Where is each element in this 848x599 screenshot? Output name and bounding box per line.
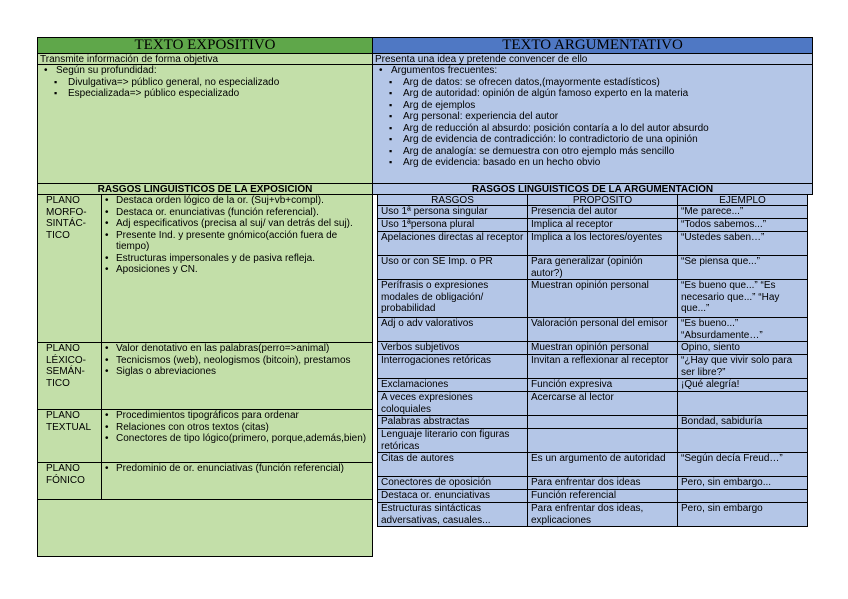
plane-features [101,194,373,343]
row-rasgo: Destaca or. enunciativas [377,489,528,503]
plane-feature-list [102,343,372,378]
row-rasgo: Uso 1ª persona singular [377,205,528,219]
row-proposito: Muestran opinión personal [527,279,678,318]
plane-feature-item: • Relaciones con otros textos (citas) [102,422,372,434]
row-ejemplo: “Ustedes saben…” [677,231,808,256]
plane-feature-list [102,195,372,276]
row-proposito: Acercarse al lector [527,391,678,416]
column-header: PROPÓSITO [527,194,678,206]
argument-item: ▪ Arg de evidencia de contradicción: lo contradictorio de una opinión [373,134,812,146]
row-ejemplo: Opino, siento [677,341,808,355]
argumentativo-title: TEXTO ARGUMENTATIVO [372,37,813,54]
plane-feature-item: • Tecnicismos (web), neologismos (bitcoin), prestamos [102,355,372,367]
row-ejemplo: “Es bueno que...” “Es necesario que...” “Hay que...” [677,279,808,318]
argument-item: ▪ Arg de autoridad: opinión de algún famoso experto en la materia [373,88,812,100]
argumentativo-rasgos-title: RASGOS LINGÜISTICOS DE LA ARGUMENTACIÓN [372,183,813,195]
row-proposito: Función expresiva [527,378,678,392]
plane-features [101,342,373,410]
row-ejemplo: “Todos sabemos...” [677,218,808,232]
expositivo-definition: Transmite información de forma objetiva [37,53,373,65]
row-ejemplo: “¿Hay que vivir solo para ser libre?” [677,354,808,379]
row-rasgo: Palabras abstractas [377,415,528,429]
plane-feature-item: • Predominio de or. enunciativas (función referencial) [102,463,372,475]
argument-item: ▪ Arg personal: experiencia del autor [373,111,812,123]
row-proposito: Invitan a reflexionar al receptor [527,354,678,379]
row-proposito: Para generalizar (opinión autor?) [527,255,678,280]
classification-item: ▪ Especializada=> público especializado [38,88,372,100]
classification-item: ▪ Divulgativa=> público general, no especializado [38,77,372,89]
plane-feature-item: • Presente Ind. y presente gnómico(acción fuera de tiempo) [102,230,372,253]
row-ejemplo: “Según decía Freud…” [677,452,808,477]
column-header: RASGOS [377,194,528,206]
row-rasgo: Citas de autores [377,452,528,477]
plane-feature-item: • Procedimientos tipográficos para ordenar [102,410,372,422]
plane-feature-item: • Aposiciones y CN. [102,264,372,276]
row-proposito: Implica a los lectores/oyentes [527,231,678,256]
plane-label: PLANO FÓNICO [37,462,102,500]
column-header: EJEMPLO [677,194,808,206]
row-proposito: Para enfrentar dos ideas [527,476,678,490]
plane-feature-item: • Destaca orden lógico de la or. (Suj+vb+compl). [102,195,372,207]
row-rasgo: A veces expresiones coloquiales [377,391,528,416]
plane-features [101,409,373,463]
row-ejemplo: Pero, sin embargo [677,502,808,527]
argumentativo-definition: Presenta una idea y pretende convencer de ello [372,53,813,65]
row-rasgo: Estructuras sintácticas adversativas, casuales... [377,502,528,527]
row-ejemplo [677,489,808,503]
row-proposito: Función referencial [527,489,678,503]
plane-label: PLANO TEXTUAL [37,409,102,463]
plane-feature-list [102,410,372,445]
row-proposito [527,415,678,429]
argument-item: ▪ Arg de datos: se ofrecen datos,(mayormente estadísticos) [373,77,812,89]
row-rasgo: Exclamaciones [377,378,528,392]
row-rasgo: Perífrasis o expresiones modales de obligación/ probabilidad [377,279,528,318]
expositivo-rasgos-title: RASGOS LINGÜISTICOS DE LA EXPOSICIÓN [37,183,373,195]
arguments-list [373,65,812,169]
row-ejemplo [677,391,808,416]
row-proposito: Presencia del autor [527,205,678,219]
row-ejemplo [677,428,808,453]
argument-item: ▪ Arg de analogía: se demuestra con otro ejemplo más sencillo [373,146,812,158]
argument-item: ▪ Arg de reducción al absurdo: posición contaría a lo del autor absurdo [373,123,812,135]
argument-item: ▪ Arg de ejemplos [373,100,812,112]
arguments-heading: • Argumentos frecuentes: [373,65,812,77]
row-ejemplo: ¡Qué alegría! [677,378,808,392]
row-rasgo: Verbos subjetivos [377,341,528,355]
plane-feature-item: • Adj especificativos (precisa al suj/ van detrás del suj). [102,218,372,230]
row-rasgo: Adj o adv valorativos [377,317,528,342]
row-ejemplo: Bondad, sabiduría [677,415,808,429]
classification-list [38,65,372,100]
row-rasgo: Lenguaje literario con figuras retóricas [377,428,528,453]
row-ejemplo: “Se piensa que...” [677,255,808,280]
argument-item: ▪ Arg de evidencia: basado en un hecho obvio [373,157,812,169]
row-rasgo: Apelaciones directas al receptor [377,231,528,256]
row-proposito: Para enfrentar dos ideas, explicaciones [527,502,678,527]
expositivo-title: TEXTO EXPOSITIVO [37,37,373,54]
plane-feature-item: • Destaca or. enunciativas (función referencial). [102,207,372,219]
row-proposito: Valoración personal del emisor [527,317,678,342]
classification-heading: • Según su profundidad: [38,65,372,77]
row-rasgo: Interrogaciones retóricas [377,354,528,379]
row-rasgo: Uso 1ªpersona plural [377,218,528,232]
row-ejemplo: Pero, sin embargo... [677,476,808,490]
row-rasgo: Conectores de oposición [377,476,528,490]
row-proposito: Implica al receptor [527,218,678,232]
plane-label: PLANO LÉXICO-SEMÁN-TICO [37,342,102,410]
plane-feature-item: • Estructuras impersonales y de pasiva refleja. [102,253,372,265]
row-proposito: Muestran opinión personal [527,341,678,355]
row-proposito [527,428,678,453]
plane-features [101,462,373,500]
plane-label: PLANO MORFO-SINTÁC-TICO [37,194,102,343]
plane-feature-list [102,463,372,475]
plane-feature-item: • Valor denotativo en las palabras(perro=>animal) [102,343,372,355]
argumentativo-arguments [372,64,813,184]
row-ejemplo: “Me parece...” [677,205,808,219]
expositivo-classification [37,64,373,184]
plane-feature-item: • Conectores de tipo lógico(primero, porque,además,bien) [102,433,372,445]
plane-feature-item: • Siglas o abreviaciones [102,366,372,378]
row-rasgo: Uso or con SE Imp. o PR [377,255,528,280]
row-proposito: Es un argumento de autoridad [527,452,678,477]
row-ejemplo: “Es bueno...” “Absurdamente…” [677,317,808,342]
